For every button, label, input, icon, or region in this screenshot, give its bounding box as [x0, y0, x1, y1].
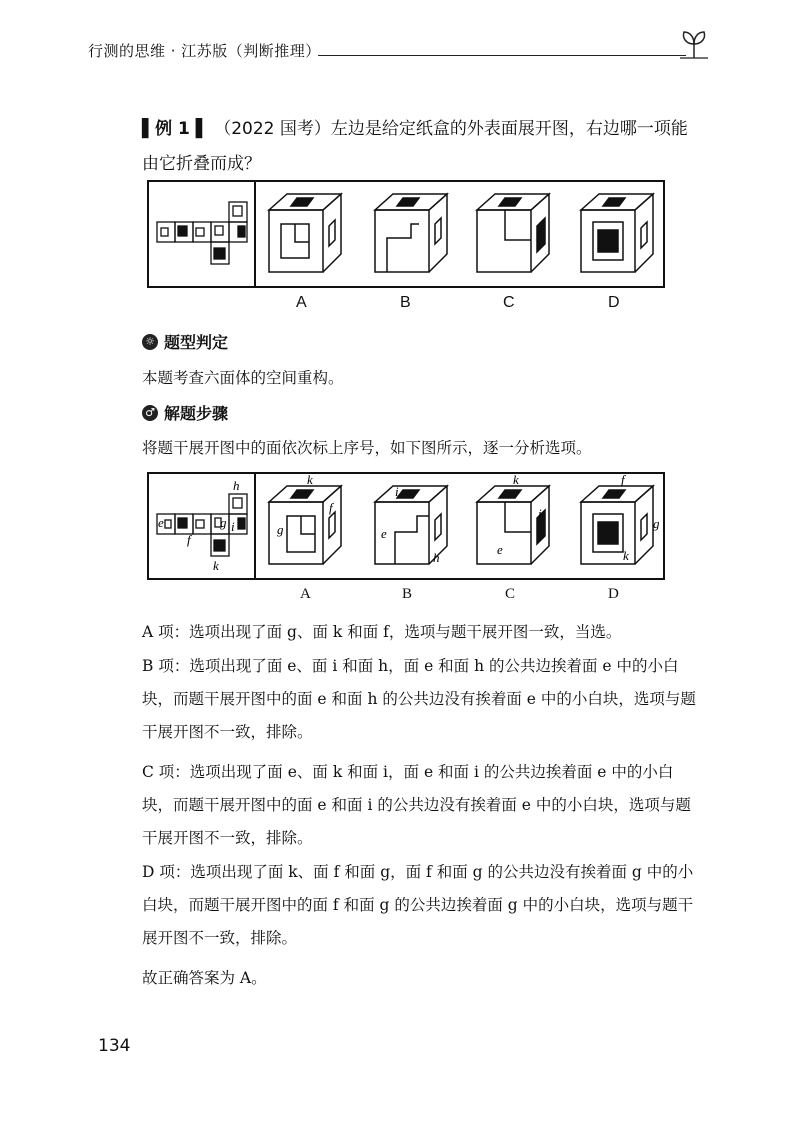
section-type-heading	[142, 330, 228, 353]
question-tag: ▌例 1 ▌	[142, 119, 209, 139]
net-label-k: k	[213, 558, 219, 573]
section-steps-text: 将题干展开图中的面依次标上序号，如下图所示，逐一分析选项。	[142, 439, 592, 457]
labeled-cube-d	[581, 486, 653, 564]
fig2-label-a: A	[300, 586, 311, 602]
cube-option-c	[477, 194, 549, 272]
question-body: （2022 国考）左边是给定纸盒的外表面展开图，右边哪一项能由它折叠而成？	[142, 119, 688, 174]
cube-b-front-label: e	[381, 526, 387, 541]
analysis-conclusion: 故正确答案为 A。	[142, 969, 267, 987]
labeled-cube-c	[477, 486, 549, 564]
cube-b-top-label: i	[395, 484, 399, 499]
net-label-i: i	[231, 519, 235, 534]
question-text	[142, 112, 702, 182]
fig2-label-d: D	[608, 586, 619, 602]
steps-icon: ♂	[142, 405, 158, 421]
fig1-label-d: D	[608, 294, 620, 311]
cube-b-side-label: h	[433, 550, 440, 565]
page-number: 134	[98, 1036, 131, 1056]
sun-icon: ☼	[142, 334, 158, 350]
cube-option-d	[581, 194, 653, 272]
cube-d-top-label: f	[621, 474, 625, 487]
header-rule	[318, 55, 686, 56]
analysis-option-d: D 项：选项出现了面 k、面 f 和面 g，面 f 和面 g 的公共边没有挨着面 g 中的小白块，而题干展开图中的面 f 和面 g 的公共边挨着面 g 中的小白块，选项与题干展开图不一致，排除。	[142, 863, 694, 947]
fig1-label-c: C	[503, 294, 515, 311]
analysis-option-a: A 项：选项出现了面 g、面 k 和面 f，选项与题干展开图一致，当选。	[142, 623, 622, 641]
net-label-e: e	[158, 515, 164, 530]
section-type-title: 题型判定	[164, 333, 229, 352]
net-label-f: f	[187, 532, 191, 547]
cube-c-top-label: k	[513, 474, 519, 487]
cube-option-b	[375, 194, 447, 272]
cube-a-side-label: f	[329, 500, 333, 515]
net-diagram	[157, 202, 247, 264]
section-type-text: 本题考查六面体的空间重构。	[142, 369, 344, 387]
cube-d-front-label: k	[623, 548, 629, 563]
cube-a-top-label: k	[307, 474, 313, 487]
running-header: 行测的思维 · 江苏版（判断推理）	[88, 42, 321, 60]
figure-2	[147, 472, 665, 580]
fig1-label-a: A	[296, 294, 307, 311]
cube-c-side-label: i	[538, 506, 542, 521]
analysis-option-c: C 项：选项出现了面 e、面 k 和面 i，面 e 和面 i 的公共边挨着面 e 中的小白块，而题干展开图中的面 e 和面 i 的公共边没有挨着面 e 中的小白块，选项与题干展开图不一致，排除。	[142, 763, 691, 847]
fig2-label-b: B	[402, 586, 413, 602]
net-label-h: h	[233, 478, 240, 493]
cube-d-side-label: g	[653, 516, 660, 531]
sprout-icon	[676, 28, 712, 62]
fig1-label-b: B	[400, 294, 411, 311]
cube-option-a	[269, 194, 341, 272]
figure-1	[147, 180, 665, 288]
net-label-g: g	[220, 515, 227, 530]
fig2-label-c: C	[505, 586, 516, 602]
analysis-option-b: B 项：选项出现了面 e、面 i 和面 h，面 e 和面 h 的公共边挨着面 e 中的小白块，而题干展开图中的面 e 和面 h 的公共边没有挨着面 e 中的小白块，选项与题干展开图不一致，排除。	[142, 657, 696, 741]
section-steps-heading	[142, 401, 228, 424]
cube-a-front-label: g	[277, 522, 284, 537]
cube-c-front-label: e	[497, 542, 503, 557]
section-steps-title: 解题步骤	[164, 404, 229, 423]
